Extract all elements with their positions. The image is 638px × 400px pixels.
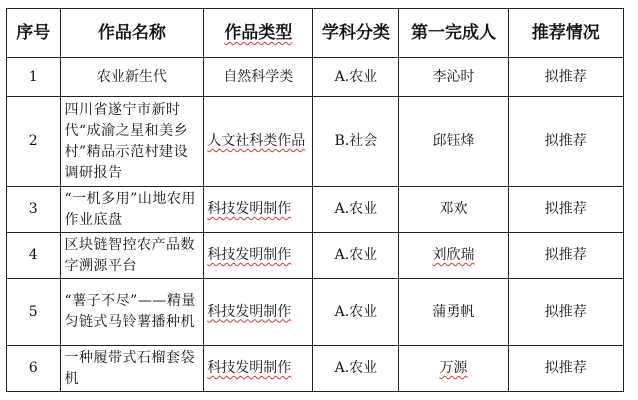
cell-no bbox=[7, 346, 61, 392]
cell-subject bbox=[313, 346, 399, 392]
cell-name bbox=[60, 97, 204, 187]
table-row bbox=[7, 58, 624, 97]
header-name-text: 作品名称 bbox=[97, 23, 166, 43]
cell-no-text: 3 bbox=[28, 201, 38, 217]
cell-no-text: 1 bbox=[28, 68, 38, 85]
header-no bbox=[7, 9, 61, 58]
cell-recommend bbox=[508, 58, 623, 97]
header-name bbox=[60, 9, 204, 58]
header-recommend bbox=[508, 9, 623, 58]
header-author bbox=[399, 9, 508, 58]
recommendation-table bbox=[6, 8, 624, 392]
cell-name bbox=[60, 346, 204, 392]
cell-subject-text: A.农业 bbox=[334, 360, 378, 376]
cell-recommend bbox=[508, 233, 623, 279]
table-row bbox=[7, 346, 624, 392]
cell-author-text: 万源 bbox=[439, 360, 468, 376]
cell-subject-text: A.农业 bbox=[334, 247, 378, 263]
cell-no-text: 2 bbox=[28, 133, 38, 149]
header-recommend-text: 推荐情况 bbox=[531, 23, 600, 43]
cell-recommend-text: 拟推荐 bbox=[544, 201, 587, 217]
cell-recommend bbox=[508, 187, 623, 233]
cell-author-text: 邓欢 bbox=[439, 201, 468, 217]
cell-author bbox=[399, 279, 508, 346]
cell-type-text: 人文社科类作品 bbox=[207, 133, 306, 149]
header-no-text: 序号 bbox=[16, 23, 51, 43]
cell-no bbox=[7, 58, 61, 97]
cell-name-text: 四川省遂宁市新时代“成渝之星和美乡村”精品示范村建设调研报告 bbox=[64, 101, 189, 181]
cell-name-text: “薯子不尽”——精量匀链式马铃薯播种机 bbox=[64, 293, 196, 330]
cell-name bbox=[60, 187, 204, 233]
cell-type bbox=[204, 346, 313, 392]
cell-author bbox=[399, 233, 508, 279]
cell-recommend bbox=[508, 346, 623, 392]
cell-type bbox=[204, 187, 313, 233]
cell-name bbox=[60, 58, 204, 97]
header-subject bbox=[313, 9, 399, 58]
table-row bbox=[7, 279, 624, 346]
cell-no-text: 6 bbox=[28, 360, 38, 376]
cell-type-text: 自然科学类 bbox=[223, 68, 294, 85]
cell-author bbox=[399, 187, 508, 233]
cell-subject-text: A.农业 bbox=[334, 68, 378, 85]
cell-no-text: 4 bbox=[28, 247, 38, 263]
table-row bbox=[7, 187, 624, 233]
cell-author bbox=[399, 58, 508, 97]
cell-recommend-text: 拟推荐 bbox=[544, 360, 587, 376]
cell-author-text: 刘欣瑞 bbox=[432, 247, 475, 263]
cell-name-text: “一机多用”山地农用作业底盘 bbox=[64, 190, 196, 228]
cell-recommend bbox=[508, 97, 623, 187]
cell-subject bbox=[313, 187, 399, 233]
cell-subject bbox=[313, 97, 399, 187]
cell-subject-text: A.农业 bbox=[334, 303, 378, 320]
cell-author bbox=[399, 346, 508, 392]
cell-subject bbox=[313, 233, 399, 279]
cell-recommend-text: 拟推荐 bbox=[544, 303, 587, 320]
cell-type-text: 科技发明制作 bbox=[207, 247, 292, 263]
table-row bbox=[7, 97, 624, 187]
cell-type-text: 科技发明制作 bbox=[207, 303, 292, 320]
cell-recommend bbox=[508, 279, 623, 346]
cell-no-text: 5 bbox=[28, 303, 38, 320]
cell-no bbox=[7, 279, 61, 346]
header-type-text: 作品类型 bbox=[224, 23, 293, 43]
cell-name bbox=[60, 279, 204, 346]
cell-name-text: 一种履带式石榴套袋机 bbox=[64, 349, 195, 387]
cell-subject-text: B.社会 bbox=[334, 133, 378, 149]
cell-type-text: 科技发明制作 bbox=[207, 201, 292, 217]
cell-subject bbox=[313, 279, 399, 346]
cell-name-text: 农业新生代 bbox=[96, 68, 167, 85]
cell-recommend-text: 拟推荐 bbox=[544, 247, 587, 263]
header-subject-text: 学科分类 bbox=[321, 23, 390, 43]
table-row bbox=[7, 233, 624, 279]
cell-subject-text: A.农业 bbox=[334, 201, 378, 217]
cell-type-text: 科技发明制作 bbox=[207, 360, 292, 376]
cell-subject bbox=[313, 58, 399, 97]
cell-author-text: 邱钰烽 bbox=[432, 133, 475, 149]
cell-author-text: 蒲勇帆 bbox=[432, 303, 475, 320]
cell-type bbox=[204, 97, 313, 187]
cell-name bbox=[60, 233, 204, 279]
cell-no bbox=[7, 97, 61, 187]
header-row bbox=[7, 9, 624, 58]
cell-author-text: 李沁时 bbox=[432, 68, 475, 85]
cell-recommend-text: 拟推荐 bbox=[544, 68, 587, 85]
header-author-text: 第一完成人 bbox=[410, 23, 496, 43]
cell-name-text: 区块链智控农产品数字溯源平台 bbox=[64, 236, 195, 274]
cell-no bbox=[7, 187, 61, 233]
cell-recommend-text: 拟推荐 bbox=[544, 133, 587, 149]
cell-no bbox=[7, 233, 61, 279]
header-type bbox=[204, 9, 313, 58]
cell-type bbox=[204, 279, 313, 346]
cell-type bbox=[204, 233, 313, 279]
cell-author bbox=[399, 97, 508, 187]
cell-type bbox=[204, 58, 313, 97]
